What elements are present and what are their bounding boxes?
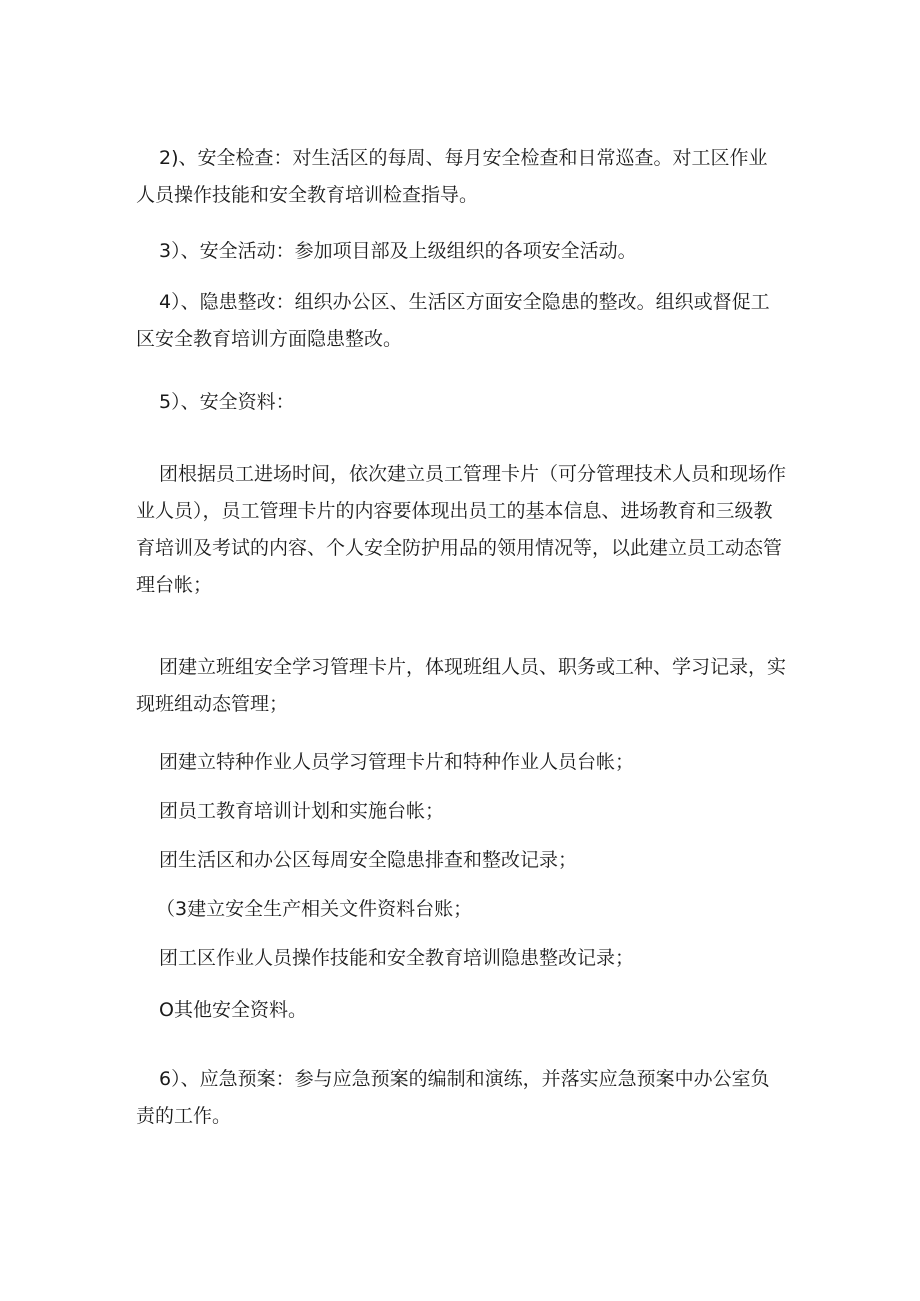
paragraph-safety-activities: 3）、安全活动：参加项目部及上级组织的各项安全活动。: [159, 240, 637, 262]
list-item-file-ledger: （3建立安全生产相关文件资料台账；: [156, 898, 473, 920]
paragraph-emergency-plan: 6）、应急预案：参与应急预案的编制和演练，并落实应急预案中办公室负责的工作。: [136, 1068, 770, 1127]
paragraph-employee-cards: 团根据员工进场时间，依次建立员工管理卡片（可分管理技术人员和现场作业人员），员工管理卡片的内容要体现出员工的基本信息、进场教育和三级教育培训及考试的内容、个人安全防护用品的领用情况等，以此建立员工动态管理台帐；: [136, 463, 787, 596]
list-item-other-records: O其他安全资料。: [159, 999, 307, 1021]
paragraph-safety-inspection: 2)、安全检查：对生活区的每周、每月安全检查和日常巡查。对工区作业人员操作技能和安全教育培训检查指导。: [136, 147, 768, 206]
paragraph-hazard-rectification: 4）、隐患整改：组织办公区、生活区方面安全隐患的整改。组织或督促工区安全教育培训方面隐患整改。: [136, 291, 770, 350]
list-item-hazard-checks: 团生活区和办公区每周安全隐患排查和整改记录；: [159, 849, 578, 871]
paragraph-safety-records: 5）、安全资料：: [159, 391, 295, 413]
list-item-special-workers: 团建立特种作业人员学习管理卡片和特种作业人员台帐；: [159, 751, 635, 773]
list-item-training-plan: 团员工教育培训计划和实施台帐；: [159, 800, 445, 822]
list-item-worker-skills: 团工区作业人员操作技能和安全教育培训隐患整改记录；: [159, 947, 635, 969]
paragraph-team-cards: 团建立班组安全学习管理卡片，体现班组人员、职务或工种、学习记录，实现班组动态管理；: [136, 656, 787, 715]
